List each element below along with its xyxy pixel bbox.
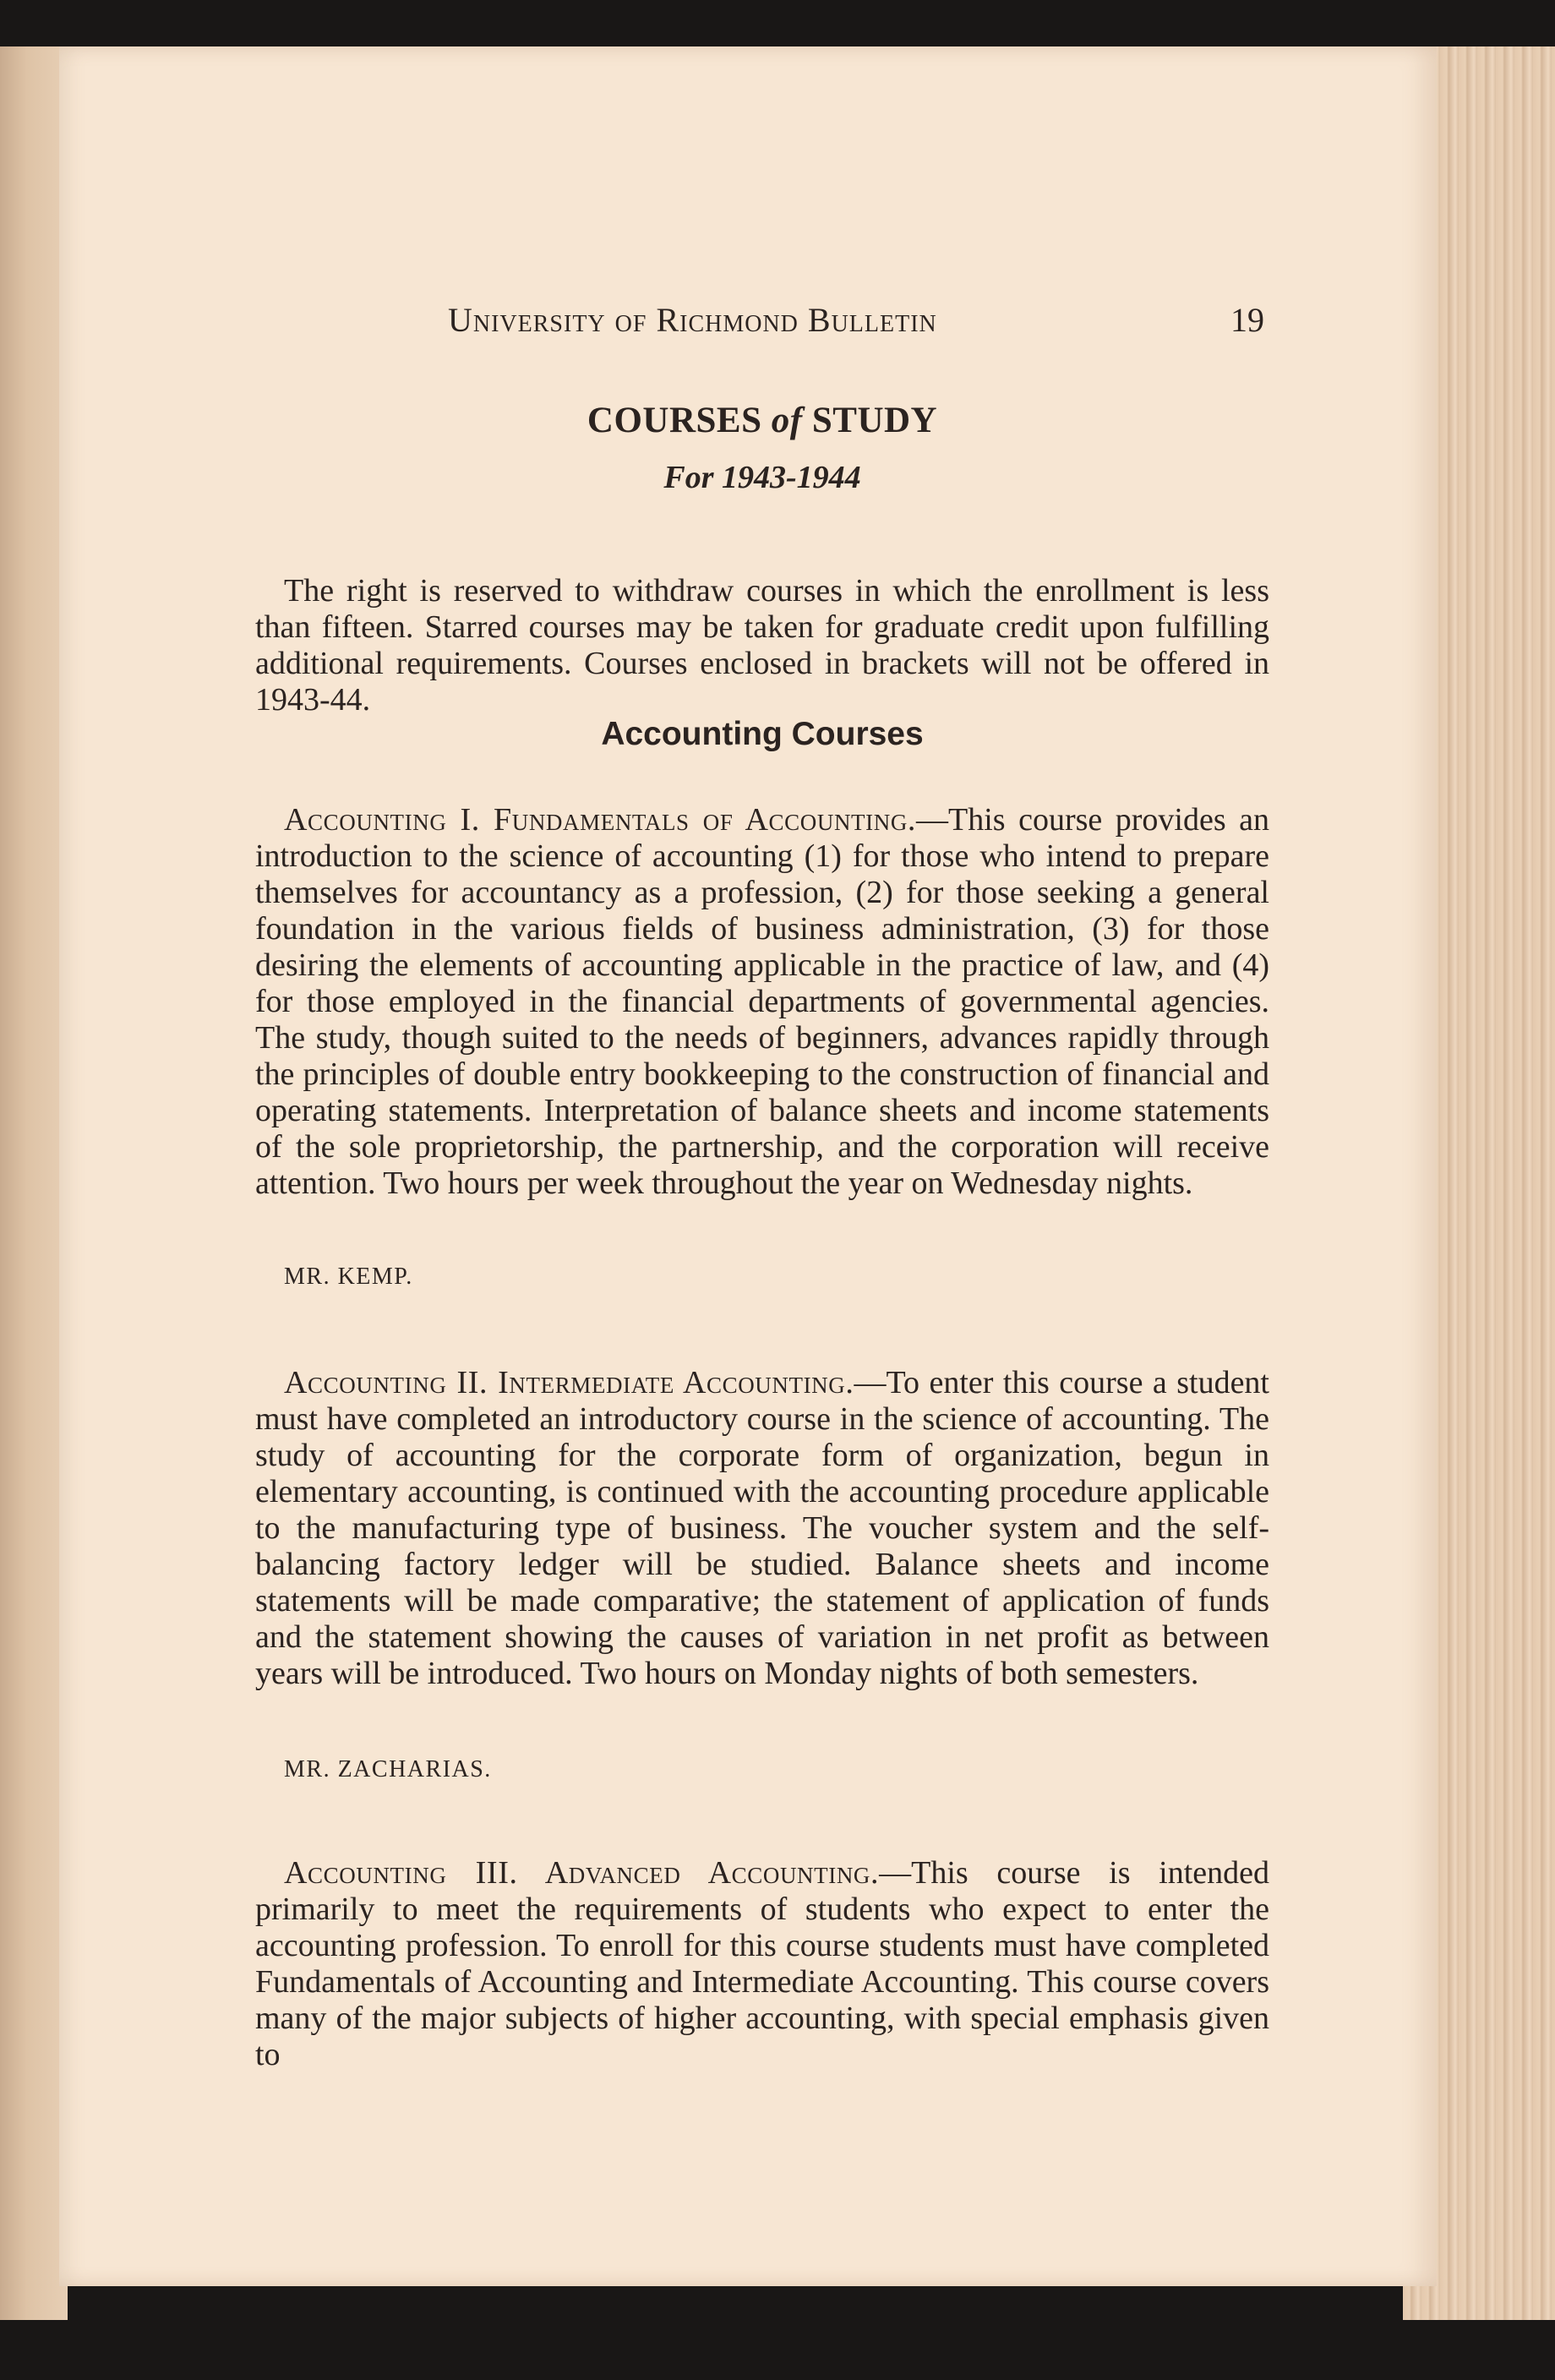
accounting-course-2-instructor: MR. ZACHARIAS. <box>284 1756 492 1782</box>
accounting-course-1 <box>255 802 1269 1202</box>
courses-title-italic: of <box>771 401 803 440</box>
page-number: 19 <box>1230 301 1264 339</box>
academic-year-subtitle: For 1943-1944 <box>663 460 861 495</box>
accounting-courses-heading: Accounting Courses <box>601 716 924 752</box>
courses-title-before: COURSES <box>587 401 772 440</box>
accounting-course-1-description: —This course provides an introduction to the science of accounting (1) for those who intend to prepare themselves for accountancy as a profession, (2) for those seeking a general foundation in the various fields of business administration, (3) for those desiring the elements of accounting applicable in the practice of law, and (4) for those employed in the financial departments of governmental agencies. The study, though suited to the needs of beginners, advances rapidly through the principles of double entry bookkeeping to the construction of financial and operating statements. Interpretation of balance sheets and income statements of the sole proprietorship, the partnership, and the corporation will receive attention. Two hours per week throughout the year on Wednesday nights. <box>255 802 1270 1201</box>
accounting-course-3-description: —This course is intended primarily to meet the requirements of students who expect to enter the accounting profession. To enroll for this course students must have completed Fundamentals of Accounting and Intermediate Accounting. This course covers many of the major subjects of higher accounting, with special emphasis given to <box>255 1855 1269 2072</box>
accounting-course-1-title: Accounting I. Fundamentals of Accounting. <box>284 802 917 838</box>
book-spine-shadow <box>0 46 68 2320</box>
running-header <box>255 300 1269 344</box>
accounting-course-2 <box>255 1365 1269 1692</box>
accounting-course-3-title: Accounting III. Advanced Accounting. <box>284 1855 880 1891</box>
enrollment-notice: The right is reserved to withdraw courses in which the enrollment is less than fifteen. Starred courses may be taken for graduate credit upon fulfilling additional requirements. Courses enclosed in brackets will not be offered in 1943-44. <box>255 573 1269 718</box>
book-page <box>59 46 1437 2286</box>
courses-title <box>255 400 1269 441</box>
accounting-course-3 <box>255 1855 1269 2073</box>
running-title: University of Richmond Bulletin <box>448 301 937 339</box>
accounting-course-2-description: —To enter this course a student must have completed an introductory course in the science of accounting. The study of accounting for the corporate form of organization, begun in elementary accounting, is continued with the accounting procedure applicable to the manufacturing type of business. The voucher system and the self-balancing factory ledger will be studied. Balance sheets and income statements will be made comparative; the statement of application of funds and the statement showing the causes of variation in net profit as between years will be introduced. Two hours on Monday nights of both semesters. <box>255 1365 1269 1691</box>
accounting-course-2-title: Accounting II. Intermediate Accounting. <box>284 1365 854 1400</box>
accounting-course-1-instructor: MR. KEMP. <box>284 1264 413 1290</box>
courses-title-after: STUDY <box>802 401 938 440</box>
